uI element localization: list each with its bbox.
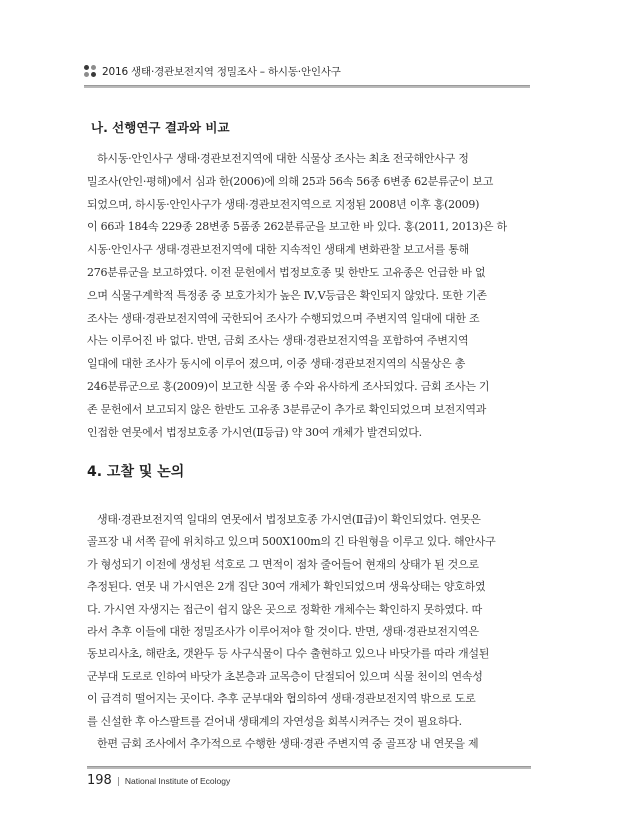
- text-line: 가 형성되기 이전에 생성된 석호로 그 면적이 점차 줄어들어 현재의 상태가 된 것으로: [87, 557, 479, 571]
- page-number: 198: [87, 773, 112, 788]
- text-line: 조사는 생태·경관보전지역에 국한되어 조사가 수행되었으며 주변지역 일대에 대한 조: [87, 311, 480, 325]
- text-line: 생태·경관보전지역 일대의 연못에서 법정보호종 가시연(Ⅱ급)이 확인되었다. 연못은: [97, 513, 481, 526]
- dot-icon: [91, 65, 96, 70]
- text-line: 를 신설한 후 아스팔트를 걷어내 생태계의 자연성을 회복시켜주는 것이 필요하다.: [87, 714, 462, 728]
- text-line: 골프장 내 서쪽 끝에 위치하고 있으며 500X100m의 긴 타원형을 이루고 있다. 해안사구: [87, 535, 496, 549]
- text-line: 한편 금회 조사에서 추가적으로 수행한 생태·경관 주변지역 중 골프장 내 연못을 제: [97, 736, 479, 750]
- text-line: 사는 이루어진 바 없다. 반면, 금회 조사는 생태·경관보전지역을 포함하여 주변지역: [87, 334, 469, 348]
- text-line: 추정된다. 연못 내 가시연은 2개 집단 30여 개체가 확인되었으며 생육상태는 양호하였: [87, 580, 486, 594]
- text-line: 되었으며, 하시동·안인사구가 생태·경관보전지역으로 지정된 2008년 이후 홍(2009): [87, 197, 480, 211]
- text-line: 군부대 도로로 인하여 바닷가 초본층과 교목층이 단절되어 있으며 식물 천이의 연속성: [87, 669, 483, 683]
- text-line: 이 66과 184속 229종 28변종 5품종 262분류군을 보고한 바 있다. 홍(2011, 2013)은 하: [87, 220, 507, 234]
- text-line: 동보리사초, 해란초, 갯완두 등 사구식물이 다수 출현하고 있으나 바닷가를 따라 개설된: [87, 647, 490, 661]
- text-line: 존 문헌에서 보고되지 않은 한반도 고유종 3분류군이 추가로 확인되었으며 보전지역과: [87, 402, 487, 416]
- footer-divider: [87, 766, 531, 769]
- text-line: 246분류군으로 홍(2009)이 보고한 식물 종 수와 유사하게 조사되었다. 금회 조사는 기: [87, 379, 490, 393]
- section-heading-prior-research: 나. 선행연구 결과와 비교: [91, 120, 230, 135]
- header-divider: [84, 85, 530, 88]
- text-line: 다. 가시연 자생지는 접근이 쉽지 않은 곳으로 정확한 개체수는 확인하지 못하였다. 따: [87, 602, 482, 616]
- text-line: 일대에 대한 조사가 동시에 이루어 졌으며, 이중 생태·경관보전지역의 식물상은 총: [87, 357, 466, 371]
- prior-research-paragraph: [87, 148, 531, 444]
- discussion-paragraph: [87, 509, 531, 755]
- bullet-dots-icon: [84, 65, 96, 77]
- footer-separator: |: [116, 777, 120, 787]
- running-header-row: [84, 63, 530, 79]
- dot-icon: [91, 72, 96, 77]
- section-heading-discussion: 4. 고찰 및 논의: [87, 464, 185, 480]
- dot-icon: [84, 72, 89, 77]
- text-line: 밀조사(안인·평해)에서 심과 한(2006)에 의해 25과 56속 56종 6변종 62분류군이 보고: [87, 174, 494, 188]
- running-header: [84, 63, 530, 88]
- page-footer: [87, 766, 531, 788]
- text-line: 시동·안인사구 생태·경관보전지역에 대한 지속적인 생태계 변화관찰 보고서를 통해: [87, 243, 470, 257]
- running-title: 2016 생태·경관보전지역 정밀조사 – 하시동·안인사구: [102, 65, 341, 78]
- text-line: 하시동·안인사구 생태·경관보전지역에 대한 식물상 조사는 최초 전국해안사구 정: [97, 152, 469, 165]
- text-line: 276분류군을 보고하였다. 이전 문헌에서 법정보호종 및 한반도 고유종은 언급한 바 없: [87, 265, 486, 279]
- text-line: 으며 식물구계학적 특정종 중 보호가치가 높은 Ⅳ,Ⅴ등급은 확인되지 않았다. 또한 기존: [87, 288, 487, 302]
- text-line: 인접한 연못에서 법정보호종 가시연(Ⅱ등급) 약 30여 개체가 발견되었다.: [87, 425, 422, 439]
- footer-row: [87, 773, 531, 788]
- text-line: 라서 추후 이들에 대한 정밀조사가 이루어져야 할 것이다. 반면, 생태·경관보전지역은: [87, 624, 479, 638]
- text-line: 이 급격히 떨어지는 곳이다. 추후 군부대와 협의하여 생태·경관보전지역 밖으로 도로: [87, 692, 476, 706]
- dot-icon: [84, 65, 89, 70]
- institute-name: National Institute of Ecology: [124, 776, 231, 786]
